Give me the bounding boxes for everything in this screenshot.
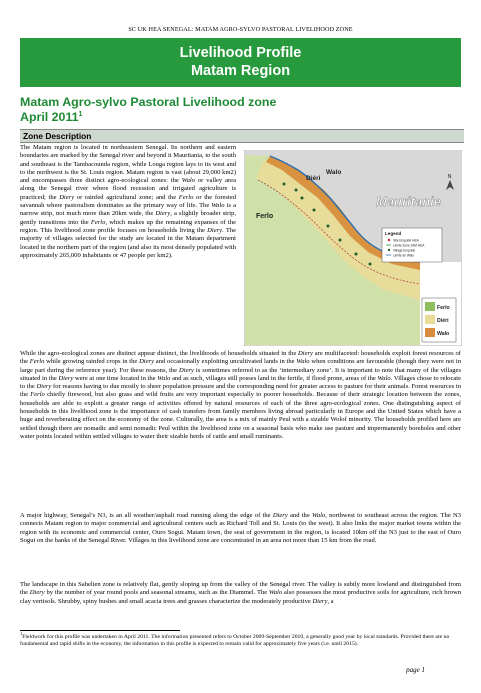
- text-run: While the agro-ecological zones are distinct appear distinct, the livelihoods of households situated in the: [20, 350, 299, 357]
- italic-term: Diery: [179, 366, 194, 374]
- zone-key-label: Diéri: [437, 318, 449, 324]
- text-run: or the forested savannah where pastoralism dominates as the primary way of life. The: [20, 193, 236, 210]
- text-run: The Matam region is located in northeastern Senegal. Its northern and eastern boundaries are marked by the Senegal river and beyond it Mauritania, to the south and southeast is the Tambacounda region, while Louga region lays to its west and to the northwest is the St. Louis region. Matam region is vast (about 29,000 km2) and encompasses three distinct agro-ecological zones: the: [20, 144, 236, 185]
- italic-term: Diery: [29, 589, 45, 597]
- italic-term: Ferlo: [30, 391, 45, 399]
- text-run: . The majority of villages selected for the study are located in the Matam department located in the northern part of the region (and also its most densely populated with approximately 265,000 inhabitants or 47 people per km2).: [20, 226, 236, 259]
- zone-key: [422, 298, 456, 342]
- italic-term: Ferlo: [90, 218, 106, 226]
- zone-key-swatch-walo: [425, 328, 435, 337]
- village-marker: [339, 239, 342, 242]
- text-run: The landscape in this Sahelien zone is relatively flat, gently sloping up from the valley of the Senegal river. The valley is subtly more lowland and distinguished from the: [20, 581, 461, 597]
- legend-item: Limite de Walo: [393, 253, 414, 258]
- footnote-rule: [20, 630, 180, 631]
- banner-subtitle: Matam Region: [190, 63, 291, 79]
- text-run: and the: [287, 512, 312, 519]
- section-heading: Zone Description: [20, 129, 464, 143]
- italic-term: Walo: [268, 589, 283, 597]
- zone-key-label: Walo: [437, 331, 450, 337]
- italic-term: Walo: [296, 358, 310, 366]
- italic-term: Diery: [139, 358, 154, 366]
- zone-title: [20, 95, 461, 125]
- legend-symbol: [388, 249, 390, 251]
- text-run: and as such, villages still posses land in the fertile, if flood prone, areas of the: [170, 374, 378, 382]
- map-legend: [382, 228, 442, 262]
- italic-term: Walo: [377, 374, 391, 382]
- running-head: SC UK HEA SENEGAL: MATAM AGRO-SYLVO PASTORAL LIVELIHOOD ZONE: [128, 26, 353, 33]
- legend-item: Limite Zone ZdM HEA: [393, 243, 425, 248]
- page-number: page 1: [406, 666, 425, 674]
- legend-title: Legend: [385, 231, 402, 236]
- footnote-text: Fieldwork for this profile was undertaken in April 2011. The information presented refers to October 2009-September 2010, a generally good year by local standards. Provided there are no fundamental and rapid shifts in the economy, the information in this profile is expected to remain valid for approximately five years (i.e. until 2015).: [20, 634, 450, 648]
- legend-item: Site Enquête HEA: [393, 238, 419, 243]
- text-run: while growing rainfed crops in the: [44, 358, 140, 366]
- text-run: , which makes up the remaining expanses of the region. This livelihood zone profile focuses on households living the: [20, 218, 236, 234]
- italic-term: Walo: [181, 177, 195, 185]
- text-run: . Villages chose to relocate to the: [20, 374, 461, 391]
- italic-term: Diery: [58, 374, 74, 382]
- zone-key-swatch-dieri: [425, 315, 435, 324]
- village-marker: [283, 183, 286, 186]
- village-marker: [327, 225, 330, 228]
- zone-title-line2: [20, 110, 461, 125]
- text-run: , northwest to southeast across the region. The N3 connects Matam region to major commercial and agricultural centers such as Richard Toll and St. Louis (to the west). It also links the major market towns within the region with its economic and commercial center, Ouro Sogui. Matam town, the seat of government in the region, is located 10km off the N3 just to the east of Ouro Sogui on the banks of the Senegal River. Villages in this livelihood zone are concentrated in an area not more than 15 km from the road.: [20, 512, 461, 544]
- italic-term: Diery: [207, 226, 223, 234]
- map-label-dieri: Diéri: [306, 175, 321, 182]
- title-banner: [20, 38, 461, 87]
- text-run: by the number of year round pools and seasonal streams, such as the Diammel. The: [44, 589, 269, 597]
- village-marker: [355, 253, 358, 256]
- paragraph-landscape: [20, 581, 461, 606]
- text-run: also possesses the most productive soils for agriculture, rich brown clay vertisols. Shrubby, spiny bushes and small acacia trees and grasses characterize the moderately productive: [20, 589, 461, 605]
- text-run: A major highway, Senegal’s N3, is an all weather/asphalt road running along the edge of the: [20, 512, 273, 519]
- zone-title-line1: Matam Agro-sylvo Pastoral Livelihood zone: [20, 95, 277, 109]
- text-run: and occasionally exploiting uncultivated lands in the: [154, 358, 297, 366]
- italic-term: Walo: [157, 374, 171, 382]
- text-run: or valley area along the Senegal river where flood recession and irrigated agriculture is practiced; the: [20, 177, 236, 201]
- italic-term: Diery: [312, 597, 328, 605]
- village-marker: [313, 209, 316, 212]
- zone-key-swatch-ferlo: [425, 302, 435, 311]
- map-label-walo: Walo: [326, 169, 342, 176]
- text-run: when conditions are favourable (though they were not in large part during the reference year). For these reasons, the: [20, 358, 461, 374]
- village-marker: [369, 263, 372, 266]
- zone-map-figure: [244, 150, 462, 346]
- footnote: [20, 631, 461, 648]
- italic-term: Diery: [36, 383, 52, 391]
- italic-term: Diery: [298, 350, 313, 357]
- zone-title-date: April 2011: [20, 110, 79, 124]
- italic-term: Ferlo: [178, 193, 194, 201]
- italic-term: Walo: [211, 202, 225, 210]
- legend-symbol: [388, 239, 390, 241]
- text-run: for reasons having to due mostly to sheer population pressure and the corresponding need for greater access to pasture for their animals. Forest resources in the: [20, 383, 461, 399]
- text-run: are multifaceted: households exploit forest resources of the: [20, 350, 461, 366]
- text-run: chiefly firewood, but also grass and wild fruits are very important especially to poorer households. Because of their strategic location between the zones, households are able to exploit a greater range of activities offered by natural resources of each of the three agro-ecological zones. One distinguishing aspect of households in this livelihood zone is the importance of cash transfers from family members living abroad particularly in Europe and the United States which have a huge and reverberating effect on the economy of the zone. Culturally, the area is a mix of mainly Peul with a sizable Wolof minority. The households profiled here are settled though there are nomadic and semi nomadic Peul within the livelihood zone on a seasonal basis who make use pasture and impermanently boreholes and other water points located within settled villages to water their sizable herds of cattle and small ruminants.: [20, 391, 461, 440]
- paragraph-livelihoods: [20, 350, 461, 441]
- footnote-mark: 1: [20, 631, 23, 637]
- zone-key-label: Ferlo: [437, 305, 450, 311]
- italic-term: Walo: [311, 512, 326, 519]
- intro-paragraph: [20, 144, 236, 260]
- legend-item: Village Enquête: [393, 248, 416, 253]
- banner-title: Livelihood Profile: [179, 45, 302, 61]
- paragraph-highway: [20, 512, 461, 545]
- italic-term: Diery: [155, 210, 171, 218]
- italic-term: Ferlo: [29, 358, 45, 366]
- map-label-ferlo: Ferlo: [256, 213, 274, 220]
- village-marker: [295, 189, 298, 192]
- north-label: N: [447, 174, 452, 180]
- footnote-reference[interactable]: 1: [78, 110, 83, 118]
- zone-map: [244, 150, 462, 346]
- text-run: were at one time located in the: [73, 374, 158, 382]
- text-run: , a: [327, 597, 334, 605]
- text-run: is a narrow strip, not much more than 20km wide, the: [20, 202, 236, 218]
- village-marker: [301, 197, 304, 200]
- italic-term: Diery: [59, 193, 75, 201]
- text-run: is sometimes referred to as the ‘intermediary zone’. It is important to note that many of the villages situated in the: [20, 366, 461, 382]
- map-label-mauritanie: Mauritanie: [376, 194, 442, 209]
- italic-term: Diery: [272, 512, 288, 519]
- text-run: , a slightly broader strip, gently transitions into the: [20, 210, 236, 226]
- text-run: or rainfed agricultural zone; and the: [74, 193, 179, 201]
